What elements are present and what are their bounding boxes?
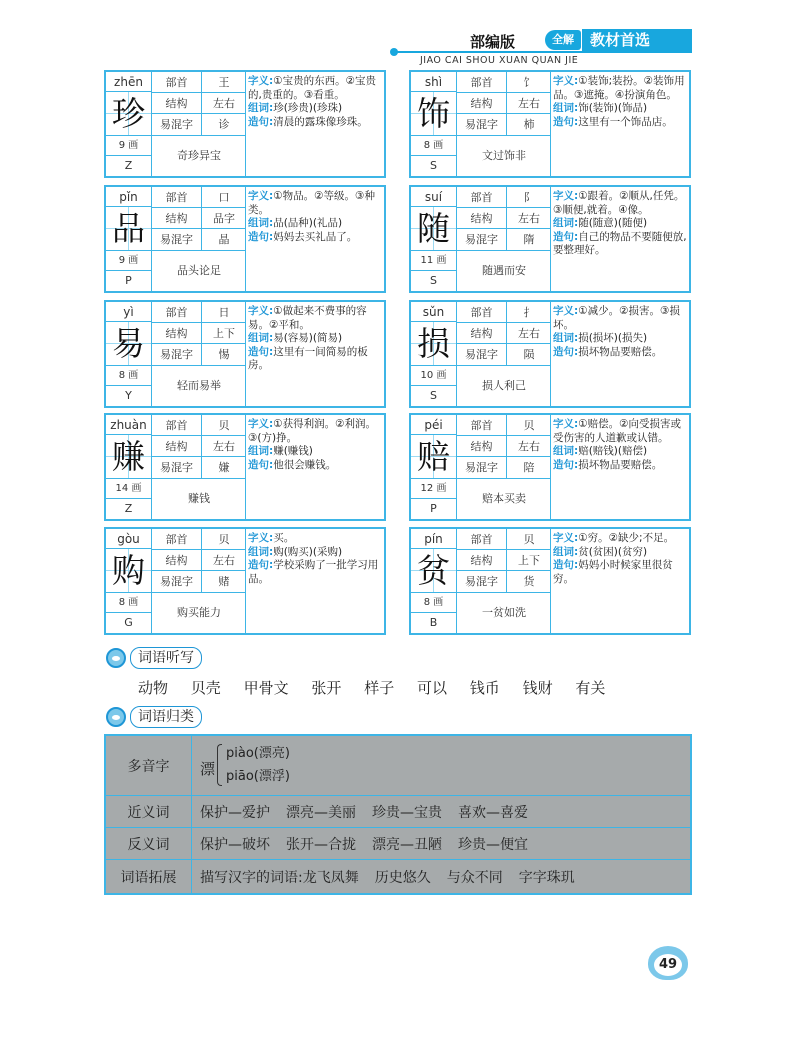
words-line (553, 102, 689, 116)
card-explanation (248, 190, 384, 290)
words-text: 赚(赚钱) (273, 445, 313, 457)
word-pair: 漂亮—丑陋 (372, 836, 442, 853)
radical-label: 部首 (152, 302, 202, 323)
idiom: 损人利己 (482, 379, 526, 392)
initial-letter: Z (106, 156, 152, 176)
meaning-text: ①穷。②缺少;不足。 (578, 532, 675, 544)
words-line (248, 546, 384, 560)
brace-icon (217, 744, 222, 786)
sentence-label: 造句: (553, 345, 579, 358)
words-line (553, 217, 689, 231)
confusable-value: 晶 (202, 229, 246, 251)
structure-value: 左右 (507, 93, 551, 114)
meaning-line (553, 75, 689, 102)
stroke-count: 8 画 (411, 136, 457, 156)
confusable-value: 隋 (507, 229, 551, 251)
idiom: 购买能力 (177, 606, 221, 619)
idiom: 赚钱 (188, 492, 210, 505)
table-row (106, 796, 690, 828)
sentence-text: 他很会赚钱。 (273, 458, 337, 471)
structure-label: 结构 (152, 550, 202, 571)
idiom: 随遇而安 (482, 264, 526, 277)
sentence-label: 造句: (553, 115, 579, 128)
sentence-text: 自己的物品不要随便放,要整理好。 (553, 230, 687, 256)
words-text: 珍(珍贵)(珍珠) (273, 102, 343, 114)
confusable-label: 易混字 (457, 571, 507, 593)
meaning-line (553, 418, 689, 445)
char-pinyin: pín (411, 529, 457, 549)
sentence-line (248, 346, 384, 373)
word-pair: 描写汉字的词语:龙飞凤舞 (200, 869, 359, 886)
confusable-label: 易混字 (457, 457, 507, 479)
meaning-label: 字义: (553, 418, 579, 430)
char-glyph: 饰 (411, 92, 457, 136)
word-pair: 张开—合拢 (286, 836, 356, 853)
initial-letter: G (106, 613, 152, 633)
meaning-text: ①跟着。②顺从,任凭。③顺便,就着。④像。 (553, 190, 685, 216)
structure-label: 结构 (457, 208, 507, 229)
stroke-count: 12 画 (411, 479, 457, 499)
radical-label: 部首 (457, 72, 507, 93)
confusable-label: 易混字 (152, 571, 202, 593)
words-text: 易(容易)(简易) (273, 332, 343, 344)
radical-value: 饣 (507, 72, 551, 93)
char-pinyin: péi (411, 415, 457, 435)
radical-value: 扌 (507, 302, 551, 323)
sentence-line (553, 346, 689, 360)
words-label: 组词: (553, 102, 579, 114)
sentence-text: 学校采购了一批学习用品。 (248, 559, 379, 585)
meaning-line (248, 418, 384, 445)
card-explanation (248, 532, 384, 632)
confusable-label: 易混字 (457, 114, 507, 136)
sentence-label: 造句: (248, 458, 274, 471)
section-title-text: 词语归类 (130, 706, 202, 728)
confusable-label: 易混字 (457, 229, 507, 251)
initial-letter: Y (106, 386, 152, 406)
meaning-label: 字义: (248, 190, 274, 202)
confusable-label: 易混字 (152, 344, 202, 366)
structure-value: 上下 (202, 323, 246, 344)
char-glyph: 损 (411, 322, 457, 366)
initial-letter: B (411, 613, 457, 633)
polyphone-group (200, 736, 690, 795)
card-info-grid (106, 187, 246, 291)
confusable-label: 易混字 (152, 229, 202, 251)
words-line (248, 102, 384, 116)
words-label: 组词: (248, 217, 274, 229)
sentence-text: 妈妈小时候家里很贫穷。 (553, 559, 673, 585)
dictation-word: 钱财 (522, 679, 553, 697)
meaning-line (553, 190, 689, 217)
classification-table (104, 734, 692, 895)
radical-value: 阝 (507, 187, 551, 208)
row-header: 近义词 (106, 796, 192, 827)
radical-value: 贝 (507, 415, 551, 436)
meaning-text: ①物品。②等级。③种类。 (248, 190, 375, 216)
idiom: 轻而易举 (177, 379, 221, 392)
initial-letter: P (106, 271, 152, 291)
sentence-line (248, 116, 384, 130)
row-header: 词语拓展 (106, 860, 192, 893)
confusable-value: 陨 (507, 344, 551, 366)
initial-letter: P (411, 499, 457, 519)
character-card (104, 527, 386, 635)
dictation-word: 样子 (364, 679, 395, 697)
sentence-text: 损坏物品要赔偿。 (578, 345, 663, 358)
sentence-line (248, 231, 384, 245)
radical-label: 部首 (457, 302, 507, 323)
idiom: 奇珍异宝 (177, 149, 221, 162)
char-glyph: 易 (106, 322, 152, 366)
character-card (409, 185, 691, 293)
polyphone-reading: piào(漂亮) (226, 746, 290, 761)
radical-value: 贝 (202, 415, 246, 436)
structure-value: 左右 (507, 436, 551, 457)
meaning-label: 字义: (248, 418, 274, 430)
character-card (104, 413, 386, 521)
radical-value: 日 (202, 302, 246, 323)
meaning-line (248, 305, 384, 332)
page-number: 49 (654, 954, 682, 976)
structure-value: 左右 (202, 550, 246, 571)
sentence-line (553, 116, 689, 130)
char-pinyin: gòu (106, 529, 152, 549)
stroke-count: 8 画 (106, 593, 152, 613)
meaning-label: 字义: (553, 305, 579, 317)
initial-letter: S (411, 386, 457, 406)
radical-value: 贝 (202, 529, 246, 550)
confusable-label: 易混字 (152, 114, 202, 136)
sentence-text: 损坏物品要赔偿。 (578, 458, 663, 471)
row-header: 反义词 (106, 828, 192, 859)
initial-letter: S (411, 271, 457, 291)
polyphone-reading: piāo(漂浮) (226, 769, 290, 784)
idiom: 文过饰非 (482, 149, 526, 162)
sentence-text: 清晨的露珠像珍珠。 (273, 115, 368, 128)
card-info-grid (106, 72, 246, 176)
radical-label: 部首 (152, 415, 202, 436)
card-explanation (553, 418, 689, 518)
sentence-label: 造句: (553, 230, 579, 243)
idiom: 赔本买卖 (482, 492, 526, 505)
mascot-icon (106, 648, 126, 668)
radical-label: 部首 (457, 529, 507, 550)
char-pinyin: pǐn (106, 187, 152, 207)
card-info-grid (106, 302, 246, 406)
char-pinyin: sǔn (411, 302, 457, 322)
structure-label: 结构 (457, 550, 507, 571)
sentence-label: 造句: (248, 559, 274, 571)
radical-value: 口 (202, 187, 246, 208)
words-text: 随(随意)(随便) (578, 217, 648, 229)
stroke-count: 8 画 (411, 593, 457, 613)
stroke-count: 9 画 (106, 251, 152, 271)
words-label: 组词: (553, 332, 579, 344)
meaning-text: ①赔偿。②向受损害或受伤害的人道歉或认错。 (553, 418, 682, 444)
card-info-grid (411, 529, 551, 633)
words-text: 品(品种)(礼品) (273, 217, 343, 229)
table-row (106, 828, 690, 860)
char-glyph: 赔 (411, 435, 457, 479)
char-pinyin: shì (411, 72, 457, 92)
words-text: 贫(贫困)(贫穷) (578, 545, 648, 558)
meaning-line (248, 75, 384, 102)
radical-value: 王 (202, 72, 246, 93)
sentence-text: 这里有一间简易的板房。 (248, 345, 368, 371)
card-explanation (553, 532, 689, 632)
character-card (409, 413, 691, 521)
page-number-badge (648, 946, 688, 980)
words-label: 组词: (553, 217, 579, 229)
words-text: 赔(赔钱)(赔偿) (578, 445, 648, 457)
radical-label: 部首 (457, 415, 507, 436)
words-line (248, 332, 384, 346)
words-text: 饰(装饰)(饰品) (578, 102, 648, 114)
character-card (409, 527, 691, 635)
character-card (104, 185, 386, 293)
character-card (409, 300, 691, 408)
character-card (104, 300, 386, 408)
initial-letter: Z (106, 499, 152, 519)
word-pair: 保护—破坏 (200, 836, 270, 853)
word-pair: 珍贵—便宜 (458, 836, 528, 853)
radical-label: 部首 (152, 72, 202, 93)
table-row (106, 860, 690, 893)
row-content (192, 796, 690, 827)
idiom: 品头论足 (177, 264, 221, 277)
stroke-count: 11 画 (411, 251, 457, 271)
stroke-count: 14 画 (106, 479, 152, 499)
card-info-grid (411, 302, 551, 406)
structure-value: 左右 (507, 323, 551, 344)
card-info-grid (411, 187, 551, 291)
char-glyph: 购 (106, 549, 152, 593)
header-rule (395, 51, 692, 53)
card-explanation (248, 75, 384, 175)
sentence-line (553, 559, 689, 586)
card-info-grid (106, 415, 246, 519)
word-pair: 漂亮—美丽 (286, 804, 356, 821)
word-pair: 珍贵—宝贵 (372, 804, 442, 821)
card-explanation (553, 190, 689, 290)
dictation-word: 有关 (575, 679, 606, 697)
sentence-label: 造句: (248, 115, 274, 128)
words-line (553, 546, 689, 560)
words-line (553, 445, 689, 459)
dictation-word: 动物 (138, 679, 169, 697)
words-line (553, 332, 689, 346)
word-pair: 喜欢—喜爱 (458, 804, 528, 821)
structure-label: 结构 (152, 208, 202, 229)
card-info-grid (411, 72, 551, 176)
structure-label: 结构 (457, 93, 507, 114)
row-content (192, 736, 690, 795)
structure-label: 结构 (152, 323, 202, 344)
structure-label: 结构 (152, 93, 202, 114)
dictation-word: 可以 (416, 679, 447, 697)
confusable-value: 诊 (202, 114, 246, 136)
stroke-count: 10 画 (411, 366, 457, 386)
idiom: 一贫如洗 (482, 606, 526, 619)
meaning-text: ①做起来不费事的容易。②平和。 (248, 305, 367, 331)
row-content (192, 860, 690, 893)
words-label: 组词: (553, 445, 579, 457)
char-pinyin: zhēn (106, 72, 152, 92)
dictation-word: 张开 (311, 679, 342, 697)
structure-label: 结构 (457, 323, 507, 344)
radical-value: 贝 (507, 529, 551, 550)
stroke-count: 8 画 (106, 366, 152, 386)
meaning-label: 字义: (553, 532, 579, 544)
meaning-text: 买。 (273, 532, 295, 544)
meaning-label: 字义: (248, 75, 274, 87)
sentence-line (553, 231, 689, 258)
card-info-grid (411, 415, 551, 519)
sentence-line (248, 459, 384, 473)
character-card (409, 70, 691, 178)
char-pinyin: yì (106, 302, 152, 322)
meaning-text: ①宝贵的东西。②宝贵的,贵重的。③看重。 (248, 75, 377, 101)
sentence-line (248, 559, 384, 586)
sentence-line (553, 459, 689, 473)
char-glyph: 贫 (411, 549, 457, 593)
confusable-label: 易混字 (152, 457, 202, 479)
sentence-text: 妈妈去买礼品了。 (273, 230, 358, 243)
structure-value: 左右 (202, 436, 246, 457)
char-glyph: 品 (106, 207, 152, 251)
structure-value: 左右 (507, 208, 551, 229)
dictation-word: 甲骨文 (243, 679, 289, 697)
words-line (248, 217, 384, 231)
meaning-label: 字义: (553, 190, 579, 202)
dictation-word: 钱币 (469, 679, 500, 697)
row-content (192, 828, 690, 859)
initial-letter: S (411, 156, 457, 176)
sentence-label: 造句: (553, 559, 579, 571)
meaning-line (248, 190, 384, 217)
meaning-line (553, 305, 689, 332)
words-label: 组词: (248, 445, 274, 457)
words-label: 组词: (248, 332, 274, 344)
sentence-label: 造句: (248, 230, 274, 243)
meaning-text: ①减少。②损害。③损坏。 (553, 305, 680, 331)
table-row (106, 736, 690, 796)
radical-label: 部首 (152, 529, 202, 550)
structure-value: 上下 (507, 550, 551, 571)
words-label: 组词: (248, 102, 274, 114)
confusable-value: 赌 (202, 571, 246, 593)
header-title: 教材首选 (582, 29, 692, 52)
char-pinyin: suí (411, 187, 457, 207)
words-label: 组词: (248, 545, 274, 558)
char-pinyin: zhuàn (106, 415, 152, 435)
sentence-text: 这里有一个饰品店。 (578, 115, 673, 128)
character-card (104, 70, 386, 178)
meaning-line (553, 532, 689, 546)
card-explanation (248, 418, 384, 518)
card-explanation (248, 305, 384, 405)
words-text: 损(损坏)(损失) (578, 332, 648, 344)
meaning-text: ①装饰;装扮。②装饰用品。③遮掩。④扮演角色。 (553, 75, 685, 101)
meaning-label: 字义: (248, 532, 274, 544)
meaning-label: 字义: (553, 75, 579, 87)
meaning-label: 字义: (248, 305, 274, 317)
structure-value: 品字 (202, 208, 246, 229)
confusable-value: 货 (507, 571, 551, 593)
card-info-grid (106, 529, 246, 633)
card-explanation (553, 305, 689, 405)
header-pinyin: JIAO CAI SHOU XUAN QUAN JIE (420, 55, 579, 66)
edition-label: 部编版 (470, 33, 516, 51)
confusable-value: 柿 (507, 114, 551, 136)
card-explanation (553, 75, 689, 175)
confusable-label: 易混字 (457, 344, 507, 366)
words-label: 组词: (553, 545, 579, 558)
char-glyph: 赚 (106, 435, 152, 479)
radical-label: 部首 (152, 187, 202, 208)
brand-logo: 全解 (545, 30, 581, 50)
structure-label: 结构 (152, 436, 202, 457)
confusable-value: 惕 (202, 344, 246, 366)
row-header: 多音字 (106, 736, 192, 795)
structure-value: 左右 (202, 93, 246, 114)
structure-label: 结构 (457, 436, 507, 457)
word-pair: 字字珠玑 (518, 869, 575, 886)
meaning-line (248, 532, 384, 546)
confusable-value: 陪 (507, 457, 551, 479)
meaning-text: ①获得利润。②利润。③(方)挣。 (248, 418, 377, 444)
dictation-words (138, 677, 623, 698)
dictation-word: 贝壳 (190, 679, 221, 697)
word-pair: 与众不同 (446, 869, 503, 886)
word-pair: 历史悠久 (374, 869, 431, 886)
confusable-value: 嫌 (202, 457, 246, 479)
radical-label: 部首 (457, 187, 507, 208)
mascot-icon (106, 707, 126, 727)
words-text: 购(购买)(采购) (273, 545, 343, 558)
sentence-label: 造句: (248, 345, 274, 358)
char-glyph: 随 (411, 207, 457, 251)
stroke-count: 9 画 (106, 136, 152, 156)
section-title-text: 词语听写 (130, 647, 202, 669)
words-line (248, 445, 384, 459)
char-glyph: 珍 (106, 92, 152, 136)
word-pair: 保护—爱护 (200, 804, 270, 821)
sentence-label: 造句: (553, 458, 579, 471)
polyphone-char: 漂 (200, 760, 216, 778)
